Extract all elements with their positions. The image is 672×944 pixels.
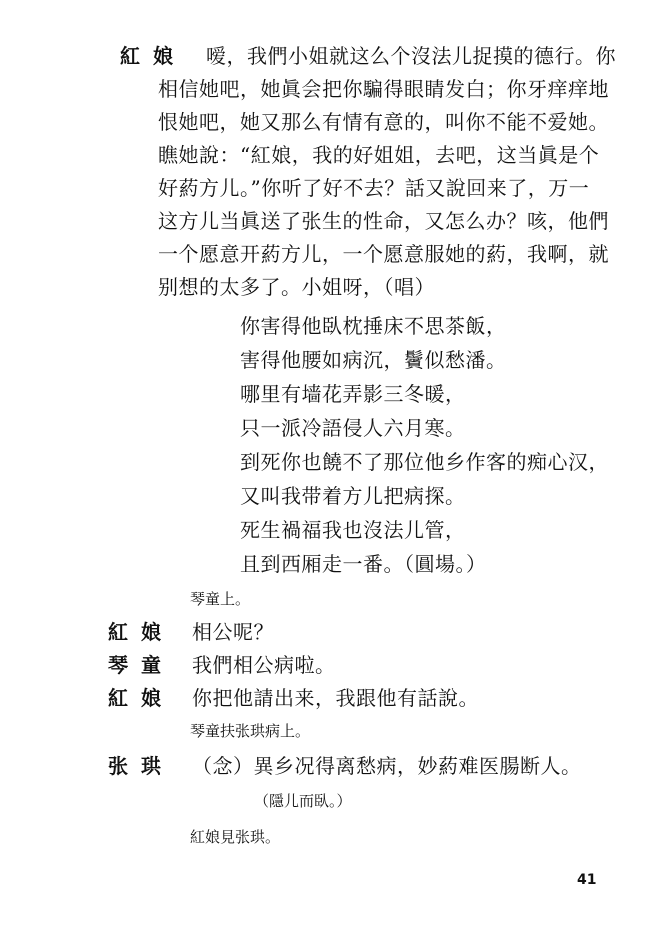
verse-line: 到死你也饒不了那位他乡作客的痴心汉， xyxy=(240,450,609,474)
dialogue-line: 你把他請出来，我跟他有話說。 xyxy=(192,686,479,710)
verse-line: 且到西厢走一番。（圓場。） xyxy=(240,552,487,576)
stage-direction: 紅娘見张珙。 xyxy=(190,828,281,846)
speaker-label: 张珙 xyxy=(108,754,174,778)
speaker-label: 紅娘 xyxy=(108,620,174,644)
dialogue-line: 恨她吧，她又那么有情有意的，叫你不能不爱她。 xyxy=(158,110,609,134)
dialogue-line: 别想的太多了。小姐呀，（唱） xyxy=(158,275,435,299)
dialogue-line: 嗳，我們小姐就这么个沒法儿捉摸的德行。你 xyxy=(206,44,616,68)
verse-line: 你害得他臥枕捶床不思茶飯， xyxy=(240,314,507,338)
dialogue-line: 瞧她說：“紅娘，我的好姐姐，去吧，这当眞是个 xyxy=(158,143,600,167)
verse-line: 哪里有墙花弄影三冬暖， xyxy=(240,382,466,406)
dialogue-line: 相公呢？ xyxy=(192,620,274,644)
verse-line: 只一派冷語侵人六月寒。 xyxy=(240,416,466,440)
speaker-label: 琴童 xyxy=(108,653,174,677)
dialogue-line: 好葯方儿。”你听了好不去？話又說回来了，万一 xyxy=(158,176,590,200)
dialogue-line: 相信她吧，她眞会把你騙得眼睛发白；你牙痒痒地 xyxy=(158,77,609,101)
verse-line: 害得他腰如病沉，鬢似愁潘。 xyxy=(240,348,507,372)
stage-direction: 琴童上。 xyxy=(190,590,251,608)
dialogue-line: 我們相公病啦。 xyxy=(192,653,336,677)
speaker-label: 紅娘 xyxy=(108,686,174,710)
page-number: 41 xyxy=(577,872,597,888)
verse-line: 死生禍福我也沒法儿管， xyxy=(240,518,466,542)
dialogue-line: 一个愿意开葯方儿，一个愿意服她的葯，我啊，就 xyxy=(158,242,609,266)
stage-direction: 琴童扶张珙病上。 xyxy=(190,722,311,740)
speaker-label: 紅娘 xyxy=(120,44,186,68)
dialogue-line: （念）異乡况得离愁病，妙葯难医腸断人。 xyxy=(192,754,582,778)
verse-line: 又叫我带着方儿把病探。 xyxy=(240,484,466,508)
dialogue-line: 这方儿当眞送了张生的性命，又怎么办？咳，他們 xyxy=(158,209,609,233)
stage-direction: （隱儿而臥。） xyxy=(254,792,352,810)
